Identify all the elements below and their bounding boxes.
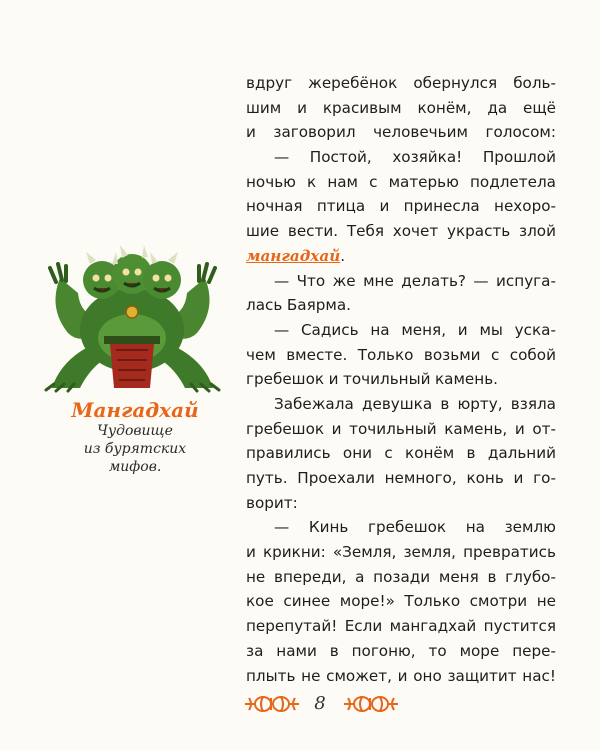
word: Только <box>404 592 461 611</box>
word: — <box>274 320 290 339</box>
text-line <box>246 565 556 590</box>
word: Кинь <box>308 518 349 537</box>
word: Проехали <box>297 469 375 487</box>
text-line <box>246 120 556 145</box>
word: нехоро- <box>494 197 556 216</box>
word: синее <box>283 592 331 611</box>
word: да <box>487 98 508 117</box>
word: сможет, <box>326 666 392 685</box>
text-line <box>246 664 556 689</box>
word: землю <box>504 518 556 537</box>
word: в <box>329 641 339 660</box>
word: меня, <box>401 320 447 339</box>
word: вместе. <box>286 345 348 364</box>
word: немного, <box>384 469 457 487</box>
text-line <box>246 441 556 466</box>
text-line <box>246 491 556 516</box>
word: собой <box>509 345 556 364</box>
word: делать? <box>401 271 466 290</box>
word: Прошлой <box>482 148 556 167</box>
word: конём, <box>417 98 472 117</box>
word: глубо- <box>505 567 556 586</box>
word: с <box>384 444 393 463</box>
word: камень. <box>435 370 498 389</box>
word: шие <box>246 222 280 241</box>
word: они <box>342 444 372 463</box>
mangadhai-illustration <box>40 238 225 398</box>
word: мы <box>479 320 503 339</box>
word: гребешок <box>246 370 325 389</box>
word: в <box>487 567 497 586</box>
word: Садись <box>300 320 359 339</box>
word: дальний <box>487 444 556 463</box>
word: правились <box>246 444 331 463</box>
word: защитит <box>447 666 517 685</box>
word: вести. <box>287 222 339 241</box>
word: хозяйка! <box>392 148 463 167</box>
word: мне <box>363 271 394 290</box>
text-line <box>246 145 556 170</box>
text-line <box>246 194 556 219</box>
text-line <box>246 343 556 368</box>
word: — <box>274 518 290 537</box>
word: крикни: <box>262 543 326 562</box>
word: кое <box>246 592 274 611</box>
word: «Земля, <box>332 543 397 562</box>
word: возьми <box>423 345 481 364</box>
word: смотри <box>469 592 528 611</box>
word: впереди, <box>274 567 347 586</box>
word: — <box>274 148 290 167</box>
word: уска- <box>514 320 556 339</box>
word: Что <box>296 271 326 290</box>
word: камень, <box>444 419 508 438</box>
text-line <box>246 219 556 244</box>
word: ещё <box>523 98 556 117</box>
caption-line: из бурятских <box>83 441 187 457</box>
word: к <box>307 172 317 191</box>
word: пере- <box>512 641 556 660</box>
page-number: 8 <box>314 693 326 714</box>
word: красивым <box>322 98 402 117</box>
word: то <box>428 641 447 660</box>
word: испуга- <box>496 271 556 290</box>
word: земля, <box>403 543 457 562</box>
word: боль- <box>513 74 556 92</box>
word: Только <box>357 345 414 364</box>
word: ночью <box>246 172 296 191</box>
word: оно <box>413 666 442 685</box>
word: в <box>440 394 450 413</box>
word: шим <box>246 98 282 117</box>
ornament-left-icon <box>243 692 301 716</box>
word: море <box>459 641 500 660</box>
word: голосом: <box>485 123 556 142</box>
word: Постой, <box>309 148 372 167</box>
word: и <box>397 666 408 685</box>
word: плыть <box>246 666 296 685</box>
word: с <box>490 345 500 364</box>
word: на <box>465 518 485 537</box>
word: путь. <box>246 469 288 487</box>
word: и <box>331 419 342 438</box>
word: конь <box>466 469 504 487</box>
word: от- <box>532 419 556 438</box>
caption-line: Чудовище <box>97 423 173 439</box>
word: позади <box>373 567 431 586</box>
word: жеребёнок <box>308 74 398 92</box>
word: за <box>246 641 264 660</box>
word: же <box>332 271 356 290</box>
text-line <box>246 417 556 442</box>
word: лась <box>246 296 283 315</box>
text-line <box>246 466 556 491</box>
word: матерью <box>388 172 459 191</box>
word: погоню, <box>351 641 416 660</box>
word: и <box>379 197 390 216</box>
word: украсть <box>446 222 511 241</box>
word: превратись <box>463 543 556 562</box>
word: Если <box>344 617 383 636</box>
text-line <box>246 589 556 614</box>
word: взяла <box>510 394 556 413</box>
story-text <box>246 71 556 688</box>
word: и <box>513 469 524 487</box>
word: подлетела <box>470 172 556 191</box>
word: Тебя <box>346 222 384 241</box>
word: птица <box>316 197 366 216</box>
word: чем <box>246 345 276 364</box>
text-line <box>246 392 556 417</box>
word: гребешок <box>246 419 325 438</box>
text-line <box>246 96 556 121</box>
word: не <box>246 567 266 586</box>
word: юрту, <box>457 394 503 413</box>
word: ночная <box>246 197 303 216</box>
word: а <box>355 567 365 586</box>
word: пустится <box>483 617 556 636</box>
word: го- <box>533 469 556 487</box>
text-line <box>246 269 556 294</box>
word: хочет <box>392 222 439 241</box>
word: не <box>301 666 321 685</box>
text-line <box>246 244 556 269</box>
word: — <box>274 271 290 290</box>
word: и <box>246 543 256 562</box>
word: Забежала <box>274 394 354 413</box>
word: и <box>457 320 468 339</box>
word: и <box>246 123 256 142</box>
word: обернулся <box>413 74 498 92</box>
text-line <box>246 614 556 639</box>
word: человечьим <box>373 123 468 142</box>
word: в <box>466 444 476 463</box>
word: конём <box>405 444 455 463</box>
word: принесла <box>403 197 480 216</box>
word: на <box>370 320 390 339</box>
word: мангадхай <box>389 617 477 636</box>
word: перепутай! <box>246 617 338 636</box>
page-footer <box>0 690 600 720</box>
word: нами <box>276 641 317 660</box>
word: злой <box>519 222 556 241</box>
word: ворит: <box>246 493 298 512</box>
caption-title: Мангадхай <box>71 398 199 422</box>
text-line <box>246 293 556 318</box>
word: нам <box>327 172 359 191</box>
word: . <box>340 246 346 265</box>
word: нас! <box>522 666 556 685</box>
highlighted-term: мангадхай <box>246 246 341 265</box>
word: точильный <box>349 419 437 438</box>
word: — <box>473 271 489 290</box>
word: Баярма. <box>286 296 351 315</box>
word: и <box>297 98 307 117</box>
caption-line: мифов. <box>108 459 162 475</box>
word: и <box>514 419 525 438</box>
text-line <box>246 639 556 664</box>
word: заговорил <box>273 123 356 142</box>
word: вдруг <box>246 74 293 92</box>
text-line <box>246 367 556 392</box>
illustration-caption <box>60 398 210 476</box>
word: меня <box>438 567 479 586</box>
word: девушка <box>361 394 433 413</box>
word: с <box>369 172 378 191</box>
text-line <box>246 318 556 343</box>
word: море!» <box>339 592 395 611</box>
word: не <box>536 592 556 611</box>
text-line <box>246 515 556 540</box>
word: и <box>328 370 339 389</box>
word: гребешок <box>368 518 447 537</box>
text-line <box>246 170 556 195</box>
text-line <box>246 71 556 96</box>
word: точильный <box>343 370 431 389</box>
ornament-right-icon <box>342 692 400 716</box>
text-line <box>246 540 556 565</box>
